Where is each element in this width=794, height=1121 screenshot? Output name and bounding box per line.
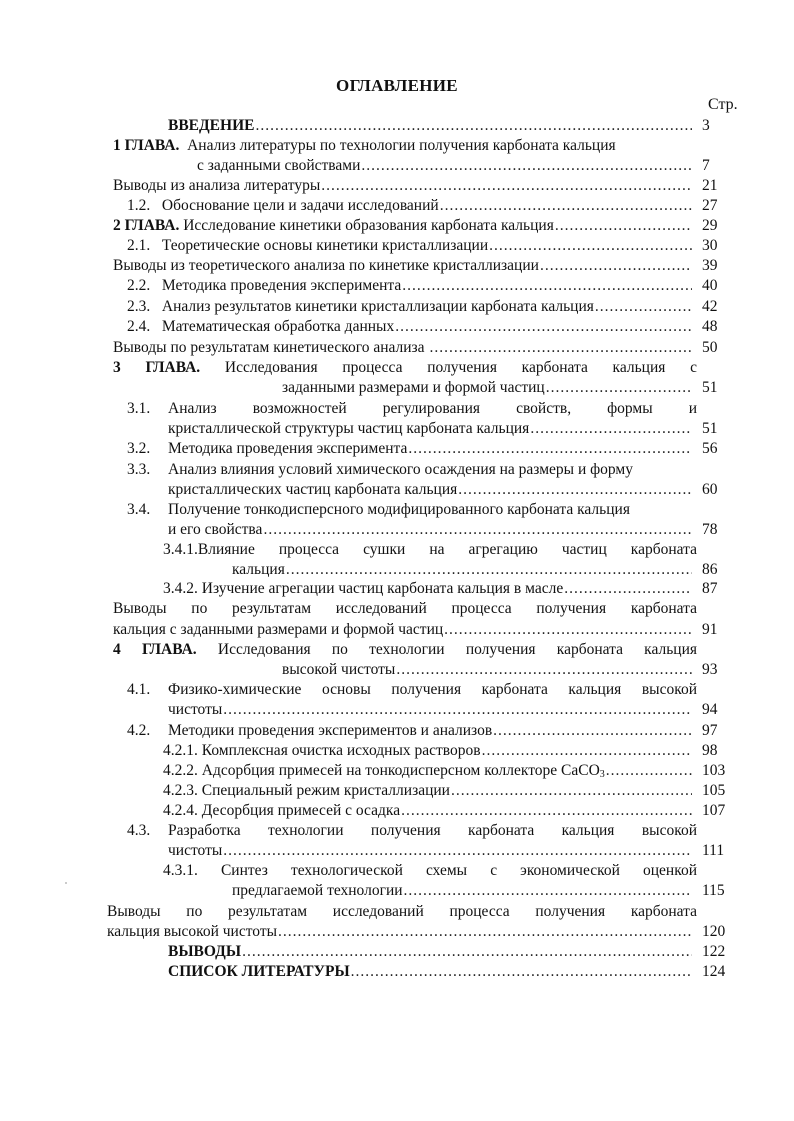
page-number: 91 <box>702 621 718 638</box>
leader-dots <box>606 761 692 781</box>
entry-title: Выводы по результатам исследований процесса получения карбоната <box>113 600 697 617</box>
page-number: 87 <box>702 580 718 597</box>
leader-dots <box>263 520 692 540</box>
entry-title-cont: высокой чистоты <box>282 661 396 678</box>
toc-entry-s2-4[interactable] <box>127 317 692 337</box>
toc-entry-ch1-conclusions[interactable] <box>113 176 692 196</box>
entry-title: Исследование кинетики образования карбоната кальция <box>183 217 554 234</box>
leader-dots <box>540 256 692 276</box>
leader-dots <box>321 176 692 196</box>
toc-entry-ch4-line2[interactable] <box>282 660 692 680</box>
chapter-label: 1 ГЛАВА. <box>113 137 180 154</box>
page-number: 107 <box>702 802 726 819</box>
page-number: 86 <box>702 561 718 578</box>
chapter-label: 4 ГЛАВА. <box>113 641 197 658</box>
section-number: 2.4. <box>127 318 151 335</box>
entry-title: Выводы по результатам кинетического анализа <box>113 339 425 356</box>
entry-title: Синтез технологической схемы с экономической оценкой <box>220 862 697 879</box>
toc-entry-ch4-line1[interactable] <box>113 640 697 660</box>
toc-entry-s3-3-line1[interactable] <box>168 460 697 480</box>
section-number-4-1: 4.1. <box>127 681 151 698</box>
toc-entry-ch1-line1[interactable] <box>113 136 697 156</box>
leader-dots <box>278 922 692 942</box>
toc-entry-s2-3[interactable] <box>127 297 692 317</box>
page-column-header: Стр. <box>708 96 738 113</box>
page-number: 21 <box>702 177 718 194</box>
toc-entry-s1-2[interactable] <box>127 196 692 216</box>
page-number: 7 <box>702 157 710 174</box>
leader-dots <box>564 579 692 599</box>
entry-title: Влияние процесса сушки на агрегацию частиц карбоната <box>197 541 697 558</box>
entry-title: Анализ возможностей регулирования свойств, формы и <box>168 400 697 417</box>
entry-title: Математическая обработка данных <box>161 318 395 335</box>
toc-entry-ch3-conclusions-line2[interactable] <box>113 620 692 640</box>
scan-artifact <box>65 882 67 884</box>
toc-entry-s4-2-2[interactable] <box>163 761 692 781</box>
leader-dots <box>242 942 692 962</box>
toc-entry-s2-1[interactable] <box>127 236 692 256</box>
toc-entry-s3-4-line2[interactable] <box>168 520 692 540</box>
toc-entry-ch1-line2[interactable] <box>197 156 692 176</box>
entry-title: ВВЕДЕНИЕ <box>168 117 255 134</box>
page-number: 60 <box>702 481 718 498</box>
page-number: 30 <box>702 237 718 254</box>
toc-entry-s3-4-1-line2[interactable] <box>232 560 692 580</box>
page-number: 94 <box>702 701 718 718</box>
toc-entry-ch3-line2[interactable] <box>282 378 692 398</box>
section-number: 2.1. <box>127 237 151 254</box>
page-number: 29 <box>702 217 718 234</box>
entry-title: Методика проведения эксперимента <box>161 277 402 294</box>
section-number: 2.2. <box>127 277 151 294</box>
entry-title-cont: кальция <box>232 561 285 578</box>
leader-dots <box>555 216 692 236</box>
page-number: 98 <box>702 742 718 759</box>
section-number: 2.3. <box>127 298 151 315</box>
toc-title: ОГЛАВЛЕНИЕ <box>336 76 458 95</box>
leader-dots <box>395 317 692 337</box>
entry-title: Физико-химические основы получения карбоната кальция высокой <box>168 681 697 698</box>
page-number: 97 <box>702 722 718 739</box>
page-number: 78 <box>702 521 718 538</box>
page-number: 3 <box>702 117 710 134</box>
entry-title: Анализ результатов кинетики кристаллизации карбоната кальция <box>161 298 594 315</box>
entry-title-cont: заданными размерами и формой частиц <box>282 379 545 396</box>
toc-entry-references[interactable] <box>168 962 692 982</box>
leader-dots <box>286 560 692 580</box>
leader-dots <box>458 480 692 500</box>
toc-entry-ch2-theory-conclusions[interactable] <box>113 256 692 276</box>
page-number: 51 <box>702 420 718 437</box>
page-number: 40 <box>702 277 718 294</box>
entry-title: Изучение агрегации частиц карбоната кальция в масле <box>201 580 564 597</box>
page-number: 124 <box>702 963 726 980</box>
leader-dots <box>255 116 692 136</box>
entry-title: Анализ литературы по технологии получения карбоната кальция <box>187 137 616 154</box>
toc-entry-s4-2-1[interactable] <box>163 741 692 761</box>
entry-title-cont: кристаллических частиц карбоната кальция <box>168 481 458 498</box>
entry-title: Исследования процесса получения карбоната кальция с <box>224 359 697 376</box>
entry-title-cont: и его свойства <box>168 521 263 538</box>
page-number: 115 <box>702 882 725 899</box>
leader-dots <box>223 700 692 720</box>
section-number-4-3: 4.3. <box>127 822 151 839</box>
entry-title: Обоснование цели и задачи исследований <box>161 197 439 214</box>
entry-title-cont: предлагаемой технологии <box>232 882 403 899</box>
leader-dots <box>489 236 692 256</box>
entry-title: Исследования по технологии получения карбоната кальция <box>217 641 698 658</box>
leader-dots <box>351 962 692 982</box>
leader-dots <box>223 841 692 861</box>
entry-title: СПИСОК ЛИТЕРАТУРЫ <box>168 963 350 980</box>
section-number: 4.2.2. <box>163 762 198 779</box>
subscript: 3 <box>599 769 605 780</box>
entry-title: Выводы по результатам исследований процесса получения карбоната <box>107 903 697 920</box>
section-number-4-2: 4.2. <box>127 722 151 739</box>
toc-entry-ch4-conclusions-line2[interactable] <box>107 922 692 942</box>
leader-dots <box>440 196 692 216</box>
chapter-label: 2 ГЛАВА. <box>113 217 180 234</box>
page-number: 42 <box>702 298 718 315</box>
leader-dots <box>530 419 692 439</box>
page-number: 27 <box>702 197 718 214</box>
entry-title-cont: чистоты <box>168 842 223 859</box>
chapter-label: 3 ГЛАВА. <box>113 359 201 376</box>
toc-entry-s3-1-line2[interactable] <box>168 419 692 439</box>
leader-dots <box>361 156 692 176</box>
leader-dots <box>404 881 692 901</box>
entry-title: Специальный режим кристаллизации <box>201 782 450 799</box>
leader-dots <box>595 297 692 317</box>
entry-title: Разработка технологии получения карбоната кальция высокой <box>168 822 697 839</box>
toc-entry-conclusions[interactable] <box>168 942 692 962</box>
leader-dots <box>402 276 692 296</box>
page-number: 120 <box>702 923 726 940</box>
entry-title: Получение тонкодисперсного модифицированного карбоната кальция <box>168 501 630 518</box>
entry-title-cont: кальция с заданными размерами и формой частиц <box>113 621 444 638</box>
page-number: 50 <box>702 339 718 356</box>
leader-dots <box>493 721 692 741</box>
toc-entry-s3-4-2[interactable] <box>163 579 692 599</box>
entry-title: Выводы из теоретического анализа по кинетике кристаллизации <box>113 257 539 274</box>
section-number-3-1: 3.1. <box>127 400 151 417</box>
section-number-3-4: 3.4. <box>127 501 151 518</box>
toc-entry-s3-2[interactable] <box>168 439 692 459</box>
toc-entry-s4-3-1-line2[interactable] <box>232 881 692 901</box>
page-number: 111 <box>702 842 725 859</box>
leader-dots <box>444 620 692 640</box>
entry-title-cont: с заданными свойствами <box>197 157 361 174</box>
page-number: 51 <box>702 379 718 396</box>
section-number: 4.2.1. <box>163 742 198 759</box>
toc-entry-s3-4-line1[interactable] <box>168 500 697 520</box>
toc-entry-s2-2[interactable] <box>127 276 692 296</box>
page-number: 48 <box>702 318 718 335</box>
toc-entry-s4-1-line2[interactable] <box>168 700 692 720</box>
toc-entry-s3-4-1-line1[interactable] <box>163 540 697 560</box>
entry-title: Методика проведения эксперимента <box>168 440 408 457</box>
toc-entry-s4-1-line1[interactable] <box>168 680 697 700</box>
toc-entry-s3-1-line1[interactable] <box>168 399 697 419</box>
toc-entry-ch3-conclusions-line1[interactable] <box>113 599 697 619</box>
entry-title: Адсорбция примесей на тонкодисперсном коллекторе CaCO <box>201 762 600 779</box>
entry-title: Комплексная очистка исходных растворов <box>201 742 481 759</box>
page-number: 105 <box>702 782 726 799</box>
toc-entry-ch4-conclusions-line1[interactable] <box>107 902 697 922</box>
leader-dots <box>408 439 692 459</box>
section-number-3-2: 3.2. <box>127 440 151 457</box>
toc-entry-s4-2-4[interactable] <box>163 801 692 821</box>
toc-entry-intro[interactable] <box>168 116 692 136</box>
section-number: 4.3.1. <box>163 862 198 879</box>
entry-title: Теоретические основы кинетики кристаллизации <box>161 237 489 254</box>
entry-title: Методики проведения экспериментов и анализов <box>168 722 493 739</box>
page-number: 56 <box>702 440 718 457</box>
leader-dots <box>401 801 692 821</box>
section-number: 3.4.2. <box>163 580 198 597</box>
section-number: 3.4.1. <box>163 541 198 558</box>
page-number: 103 <box>702 762 726 779</box>
entry-title: Анализ влияния условий химического осаждения на размеры и форму <box>168 461 633 478</box>
section-number: 4.2.4. <box>163 802 198 819</box>
toc-entry-ch2-conclusions[interactable] <box>113 338 692 358</box>
toc-entry-s4-3-line1[interactable] <box>168 821 697 841</box>
toc-entry-s4-3-line2[interactable] <box>168 841 692 861</box>
entry-title: Выводы из анализа литературы <box>113 177 321 194</box>
section-number: 1.2. <box>127 197 151 214</box>
entry-title: ВЫВОДЫ <box>168 943 242 960</box>
toc-entry-s3-3-line2[interactable] <box>168 480 692 500</box>
toc-entry-ch3-line1[interactable] <box>113 358 697 378</box>
section-number: 4.2.3. <box>163 782 198 799</box>
leader-dots <box>396 660 692 680</box>
leader-dots <box>482 741 692 761</box>
entry-title-cont: кристаллической структуры частиц карбоната кальция <box>168 420 530 437</box>
toc-entry-s4-2[interactable] <box>168 721 692 741</box>
entry-title-cont: кальция высокой чистоты <box>107 923 278 940</box>
toc-entry-ch2[interactable] <box>113 216 692 236</box>
entry-title-cont: чистоты <box>168 701 223 718</box>
entry-title: Десорбция примесей с осадка <box>201 802 401 819</box>
leader-dots <box>429 338 692 358</box>
section-number-3-3: 3.3. <box>127 461 151 478</box>
toc-entry-s4-2-3[interactable] <box>163 781 692 801</box>
leader-dots <box>451 781 692 801</box>
page-number: 93 <box>702 661 718 678</box>
leader-dots <box>546 378 692 398</box>
page-number: 122 <box>702 943 726 960</box>
toc-entry-s4-3-1-line1[interactable] <box>163 861 697 881</box>
page-number: 39 <box>702 257 718 274</box>
